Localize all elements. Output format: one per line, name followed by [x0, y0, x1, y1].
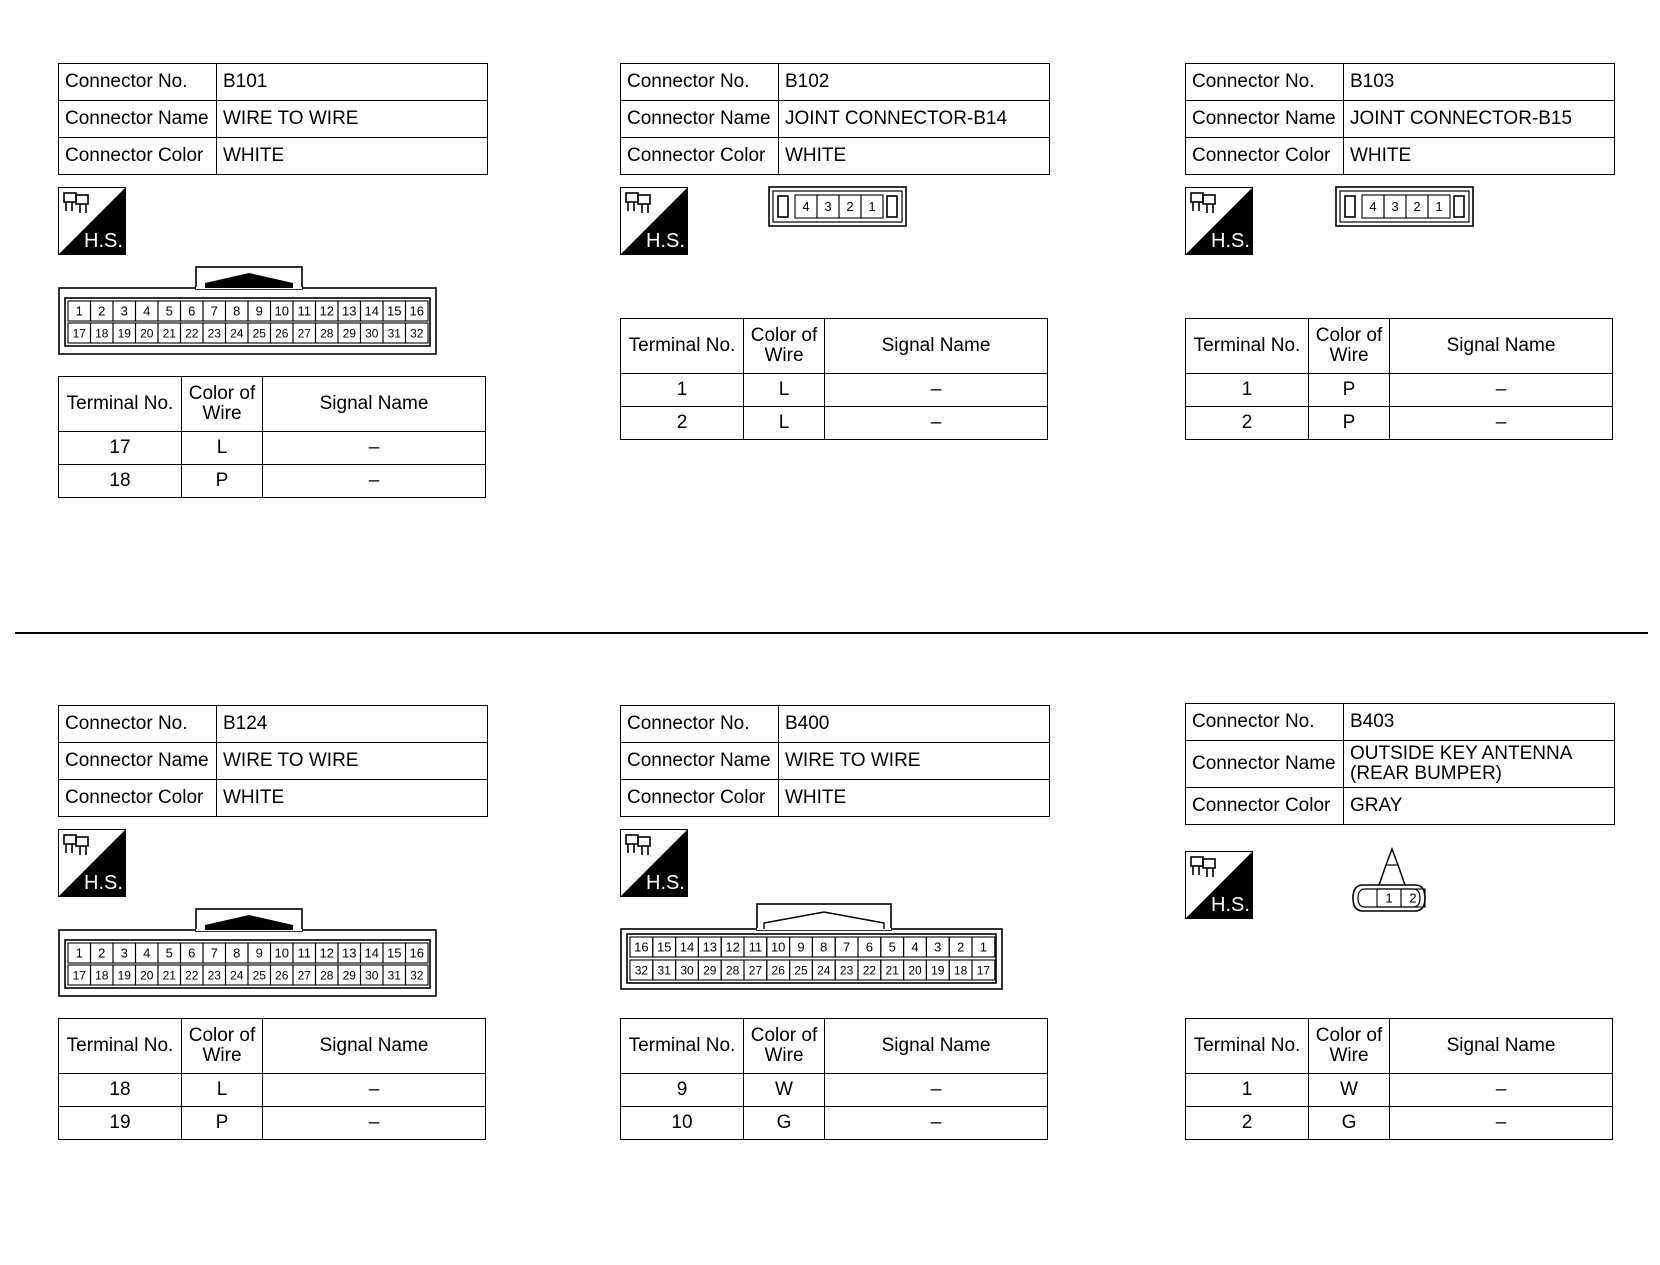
- table-row: [59, 1107, 486, 1140]
- connector-name-label: Connector Name: [1186, 741, 1344, 788]
- wire-color-cell: L: [744, 374, 825, 407]
- table-row: [621, 1074, 1048, 1107]
- connector-color-value: WHITE: [779, 780, 1050, 817]
- pin-number: 7: [210, 303, 218, 319]
- terminal-cell: 18: [59, 1074, 182, 1107]
- connector-info-table: [620, 705, 1050, 817]
- color-of-wire-line2: Wire: [1329, 345, 1369, 366]
- table-row: [1186, 1074, 1613, 1107]
- terminal-cell: 2: [621, 407, 744, 440]
- pin-number: 2: [956, 939, 965, 955]
- table-row: [1186, 1107, 1613, 1140]
- pin-number: 23: [207, 968, 221, 983]
- wire-color-cell: P: [182, 1107, 263, 1140]
- pin-number: 27: [297, 968, 311, 983]
- color-of-wire-header: [1309, 1019, 1390, 1074]
- pin-number: 1: [979, 939, 988, 955]
- pin-number: 25: [252, 968, 266, 983]
- pin-number: 3: [824, 199, 832, 215]
- connector-face-b124: [58, 908, 438, 998]
- pin-number: 6: [188, 303, 196, 319]
- pin-number: 5: [165, 945, 173, 961]
- color-of-wire-line2: Wire: [202, 403, 242, 424]
- connector-info-table: [620, 63, 1050, 175]
- connector-name-value: JOINT CONNECTOR-B14: [779, 101, 1050, 138]
- color-of-wire-header: [744, 1019, 825, 1074]
- signal-cell: –: [825, 1107, 1048, 1140]
- pin-number: 13: [702, 939, 718, 955]
- terminal-table: [58, 1018, 486, 1140]
- connector-face-b101: [58, 266, 438, 356]
- terminal-cell: 10: [621, 1107, 744, 1140]
- pin-number: 4: [802, 199, 810, 215]
- table-row: [621, 374, 1048, 407]
- connector-block-b403: [1185, 703, 1615, 1263]
- connector-face-b400: [620, 903, 1004, 993]
- pin-number: 26: [771, 963, 785, 978]
- connector-block-b103: [1185, 63, 1615, 623]
- pin-number: 3: [120, 945, 128, 961]
- signal-cell: –: [1390, 407, 1613, 440]
- connector-name-value: WIRE TO WIRE: [779, 743, 1050, 780]
- terminal-no-header: Terminal No.: [621, 319, 744, 374]
- pin-number: 4: [1369, 199, 1377, 215]
- connector-no-label: Connector No.: [621, 64, 779, 101]
- pin-number: 21: [162, 326, 176, 341]
- table-row: [59, 465, 486, 498]
- connector-name-value: JOINT CONNECTOR-B15: [1344, 101, 1615, 138]
- pin-number: 12: [319, 303, 334, 319]
- pin-number: 28: [320, 968, 334, 983]
- terminal-cell: 19: [59, 1107, 182, 1140]
- pin-number: 13: [342, 945, 357, 961]
- color-of-wire-line1: Color of: [1315, 325, 1383, 346]
- signal-cell: –: [263, 465, 486, 498]
- connector-no-label: Connector No.: [59, 64, 217, 101]
- color-of-wire-line1: Color of: [188, 1025, 256, 1046]
- terminal-no-header: Terminal No.: [1186, 1019, 1309, 1074]
- connector-color-value: WHITE: [217, 780, 488, 817]
- terminal-cell: 18: [59, 465, 182, 498]
- signal-cell: –: [825, 374, 1048, 407]
- terminal-no-header: Terminal No.: [59, 377, 182, 432]
- section-divider: [15, 632, 1648, 634]
- pin-number: 6: [188, 945, 196, 961]
- signal-cell: –: [825, 407, 1048, 440]
- hs-label: H.S.: [646, 872, 685, 894]
- terminal-no-header: Terminal No.: [621, 1019, 744, 1074]
- pin-number: 2: [846, 199, 854, 215]
- pin-number: 15: [656, 939, 672, 955]
- pin-number: 29: [342, 968, 356, 983]
- table-row: [621, 407, 1048, 440]
- pin-number: 20: [140, 326, 154, 341]
- pin-number: 14: [364, 303, 379, 319]
- hs-label: H.S.: [1211, 894, 1250, 916]
- pin-number: 9: [255, 303, 263, 319]
- pin-number: 18: [95, 968, 109, 983]
- terminal-no-header: Terminal No.: [59, 1019, 182, 1074]
- color-of-wire-line1: Color of: [750, 325, 818, 346]
- connector-info-table: [58, 63, 488, 175]
- pin-number: 21: [885, 963, 899, 978]
- pin-number: 10: [770, 939, 786, 955]
- connector-no-value: B400: [779, 706, 1050, 743]
- color-of-wire-line1: Color of: [1315, 1025, 1383, 1046]
- pin-number: 30: [680, 963, 694, 978]
- pin-number: 3: [1391, 199, 1399, 215]
- pin-number: 1: [75, 945, 83, 961]
- connector-name-label: Connector Name: [59, 743, 217, 780]
- connector-no-label: Connector No.: [621, 706, 779, 743]
- connector-name-line2: (REAR BUMPER): [1350, 763, 1503, 784]
- hs-label: H.S.: [646, 230, 685, 252]
- pin-number: 31: [387, 326, 401, 341]
- color-of-wire-line2: Wire: [1329, 1045, 1369, 1066]
- connector-color-value: GRAY: [1344, 788, 1615, 825]
- pin-number: 2: [1409, 890, 1417, 906]
- wire-color-cell: G: [744, 1107, 825, 1140]
- pin-number: 1: [75, 303, 83, 319]
- color-of-wire-line2: Wire: [764, 345, 804, 366]
- pin-number: 11: [297, 303, 311, 319]
- pin-number: 28: [320, 326, 334, 341]
- harness-side-icon: [620, 829, 688, 897]
- pin-number: 19: [931, 963, 945, 978]
- pin-number: 17: [72, 968, 86, 983]
- wire-color-cell: G: [1309, 1107, 1390, 1140]
- pin-number: 5: [888, 939, 896, 955]
- pin-number: 9: [797, 939, 805, 955]
- wire-color-cell: W: [1309, 1074, 1390, 1107]
- terminal-table: [1185, 1018, 1613, 1140]
- pin-number: 6: [865, 939, 874, 955]
- connector-name-value: WIRE TO WIRE: [217, 743, 488, 780]
- connector-color-label: Connector Color: [1186, 788, 1344, 825]
- pin-number: 31: [387, 968, 401, 983]
- pin-number: 22: [862, 963, 877, 978]
- color-of-wire-header: [182, 377, 263, 432]
- signal-name-header: Signal Name: [825, 319, 1048, 374]
- pin-number: 18: [953, 963, 968, 978]
- pin-number: 12: [725, 939, 740, 955]
- connector-face-b102: [768, 186, 908, 228]
- pin-number: 26: [275, 968, 289, 983]
- pin-number: 22: [185, 968, 199, 983]
- signal-cell: –: [1390, 374, 1613, 407]
- wire-color-cell: L: [744, 407, 825, 440]
- connector-no-value: B102: [779, 64, 1050, 101]
- pin-number: 25: [794, 963, 808, 978]
- connector-color-value: WHITE: [779, 138, 1050, 175]
- wire-color-cell: L: [182, 1074, 263, 1107]
- terminal-cell: 1: [621, 374, 744, 407]
- connector-no-label: Connector No.: [1186, 704, 1344, 741]
- pin-number: 32: [634, 963, 649, 978]
- connector-no-value: B103: [1344, 64, 1615, 101]
- signal-cell: –: [825, 1074, 1048, 1107]
- terminal-cell: 2: [1186, 407, 1309, 440]
- connector-color-label: Connector Color: [59, 780, 217, 817]
- table-row: [1186, 407, 1613, 440]
- hs-label: H.S.: [84, 872, 123, 894]
- signal-name-header: Signal Name: [263, 1019, 486, 1074]
- signal-name-header: Signal Name: [1390, 319, 1613, 374]
- harness-side-icon: [58, 187, 126, 255]
- pin-number: 2: [1413, 199, 1421, 215]
- terminal-table: [620, 1018, 1048, 1140]
- pin-number: 4: [143, 945, 151, 961]
- pin-number: 20: [908, 963, 922, 978]
- pin-number: 1: [1435, 199, 1443, 215]
- color-of-wire-line1: Color of: [750, 1025, 818, 1046]
- pin-number: 28: [725, 963, 740, 978]
- connector-info-table: [58, 705, 488, 817]
- connector-name-label: Connector Name: [621, 743, 779, 780]
- pin-number: 17: [72, 326, 86, 341]
- harness-side-icon: [620, 187, 688, 255]
- pin-number: 2: [98, 303, 106, 319]
- color-of-wire-line1: Color of: [188, 383, 256, 404]
- signal-cell: –: [1390, 1074, 1613, 1107]
- pin-number: 23: [207, 326, 221, 341]
- signal-name-header: Signal Name: [263, 377, 486, 432]
- connector-color-value: WHITE: [217, 138, 488, 175]
- harness-side-icon: [1185, 187, 1253, 255]
- pin-number: 16: [409, 945, 424, 961]
- terminal-cell: 1: [1186, 374, 1309, 407]
- pin-number: 24: [230, 326, 244, 341]
- pin-number: 30: [365, 968, 379, 983]
- color-of-wire-header: [744, 319, 825, 374]
- connector-face-b103: [1335, 186, 1475, 228]
- pin-number: 23: [839, 963, 854, 978]
- pin-number: 32: [410, 326, 424, 341]
- hs-label: H.S.: [84, 230, 123, 252]
- pin-number: 1: [868, 199, 876, 215]
- pin-number: 3: [934, 939, 942, 955]
- pin-number: 24: [817, 963, 831, 978]
- pin-number: 27: [297, 326, 311, 341]
- pin-number: 10: [274, 303, 289, 319]
- connector-face-b403: [1349, 847, 1429, 917]
- pin-number: 25: [252, 326, 266, 341]
- table-row: [59, 432, 486, 465]
- pin-number: 31: [657, 963, 671, 978]
- signal-cell: –: [263, 1107, 486, 1140]
- connector-block-b102: [620, 63, 1050, 623]
- color-of-wire-header: [182, 1019, 263, 1074]
- pin-number: 14: [364, 945, 379, 961]
- wire-color-cell: P: [182, 465, 263, 498]
- pin-number: 8: [820, 939, 828, 955]
- wire-color-cell: W: [744, 1074, 825, 1107]
- connector-name-line1: OUTSIDE KEY ANTENNA: [1350, 743, 1573, 764]
- pin-number: 29: [703, 963, 717, 978]
- connector-name-label: Connector Name: [59, 101, 217, 138]
- signal-cell: –: [1390, 1107, 1613, 1140]
- pin-number: 19: [117, 968, 131, 983]
- color-of-wire-header: [1309, 319, 1390, 374]
- pin-number: 13: [342, 303, 357, 319]
- terminal-table: [58, 376, 486, 498]
- wire-color-cell: P: [1309, 407, 1390, 440]
- connector-color-label: Connector Color: [621, 780, 779, 817]
- connector-name-label: Connector Name: [1186, 101, 1344, 138]
- connector-block-b101: [58, 63, 488, 623]
- connector-no-value: B124: [217, 706, 488, 743]
- signal-name-header: Signal Name: [1390, 1019, 1613, 1074]
- pin-number: 21: [162, 968, 176, 983]
- pin-number: 1: [1385, 890, 1393, 906]
- connector-name-label: Connector Name: [621, 101, 779, 138]
- pin-number: 15: [387, 945, 402, 961]
- terminal-cell: 17: [59, 432, 182, 465]
- hs-label: H.S.: [1211, 230, 1250, 252]
- pin-number: 18: [95, 326, 109, 341]
- pin-number: 19: [117, 326, 131, 341]
- pin-number: 17: [976, 963, 991, 978]
- pin-number: 30: [365, 326, 379, 341]
- pin-number: 20: [140, 968, 154, 983]
- pin-number: 12: [319, 945, 334, 961]
- pin-number: 32: [410, 968, 424, 983]
- pin-number: 22: [185, 326, 199, 341]
- signal-cell: –: [263, 1074, 486, 1107]
- signal-name-header: Signal Name: [825, 1019, 1048, 1074]
- connector-color-label: Connector Color: [59, 138, 217, 175]
- color-of-wire-line2: Wire: [764, 1045, 804, 1066]
- pin-number: 3: [120, 303, 128, 319]
- connector-block-b124: [58, 705, 488, 1265]
- pin-number: 7: [210, 945, 218, 961]
- connector-info-table: [1185, 63, 1615, 175]
- connector-name-value: WIRE TO WIRE: [217, 101, 488, 138]
- terminal-table: [620, 318, 1048, 440]
- terminal-table: [1185, 318, 1613, 440]
- pin-number: 11: [748, 939, 763, 955]
- pin-number: 2: [98, 945, 106, 961]
- pin-number: 16: [634, 939, 649, 955]
- connector-no-value: B403: [1344, 704, 1615, 741]
- connector-block-b400: [620, 705, 1050, 1265]
- connector-color-value: WHITE: [1344, 138, 1615, 175]
- pin-number: 9: [255, 945, 263, 961]
- harness-side-icon: [1185, 851, 1253, 919]
- pin-number: 8: [233, 303, 241, 319]
- color-of-wire-line2: Wire: [202, 1045, 242, 1066]
- signal-cell: –: [263, 432, 486, 465]
- terminal-no-header: Terminal No.: [1186, 319, 1309, 374]
- wire-color-cell: P: [1309, 374, 1390, 407]
- pin-number: 8: [233, 945, 241, 961]
- wire-color-cell: L: [182, 432, 263, 465]
- pin-number: 4: [911, 939, 919, 955]
- table-row: [59, 1074, 486, 1107]
- terminal-cell: 2: [1186, 1107, 1309, 1140]
- connector-info-table: [1185, 703, 1615, 825]
- table-row: [621, 1107, 1048, 1140]
- connector-color-label: Connector Color: [621, 138, 779, 175]
- terminal-cell: 9: [621, 1074, 744, 1107]
- connector-no-label: Connector No.: [59, 706, 217, 743]
- connector-color-label: Connector Color: [1186, 138, 1344, 175]
- harness-side-icon: [58, 829, 126, 897]
- pin-number: 27: [748, 963, 763, 978]
- pin-number: 15: [387, 303, 402, 319]
- pin-number: 14: [679, 939, 695, 955]
- connector-name-value: [1344, 741, 1615, 788]
- connector-no-value: B101: [217, 64, 488, 101]
- pin-number: 24: [230, 968, 244, 983]
- pin-number: 5: [165, 303, 173, 319]
- pin-number: 10: [274, 945, 289, 961]
- pin-number: 29: [342, 326, 356, 341]
- pin-number: 4: [143, 303, 151, 319]
- pin-number: 11: [297, 945, 311, 961]
- terminal-cell: 1: [1186, 1074, 1309, 1107]
- pin-number: 7: [842, 939, 851, 955]
- table-row: [1186, 374, 1613, 407]
- pin-number: 16: [409, 303, 424, 319]
- pin-number: 26: [275, 326, 289, 341]
- connector-no-label: Connector No.: [1186, 64, 1344, 101]
